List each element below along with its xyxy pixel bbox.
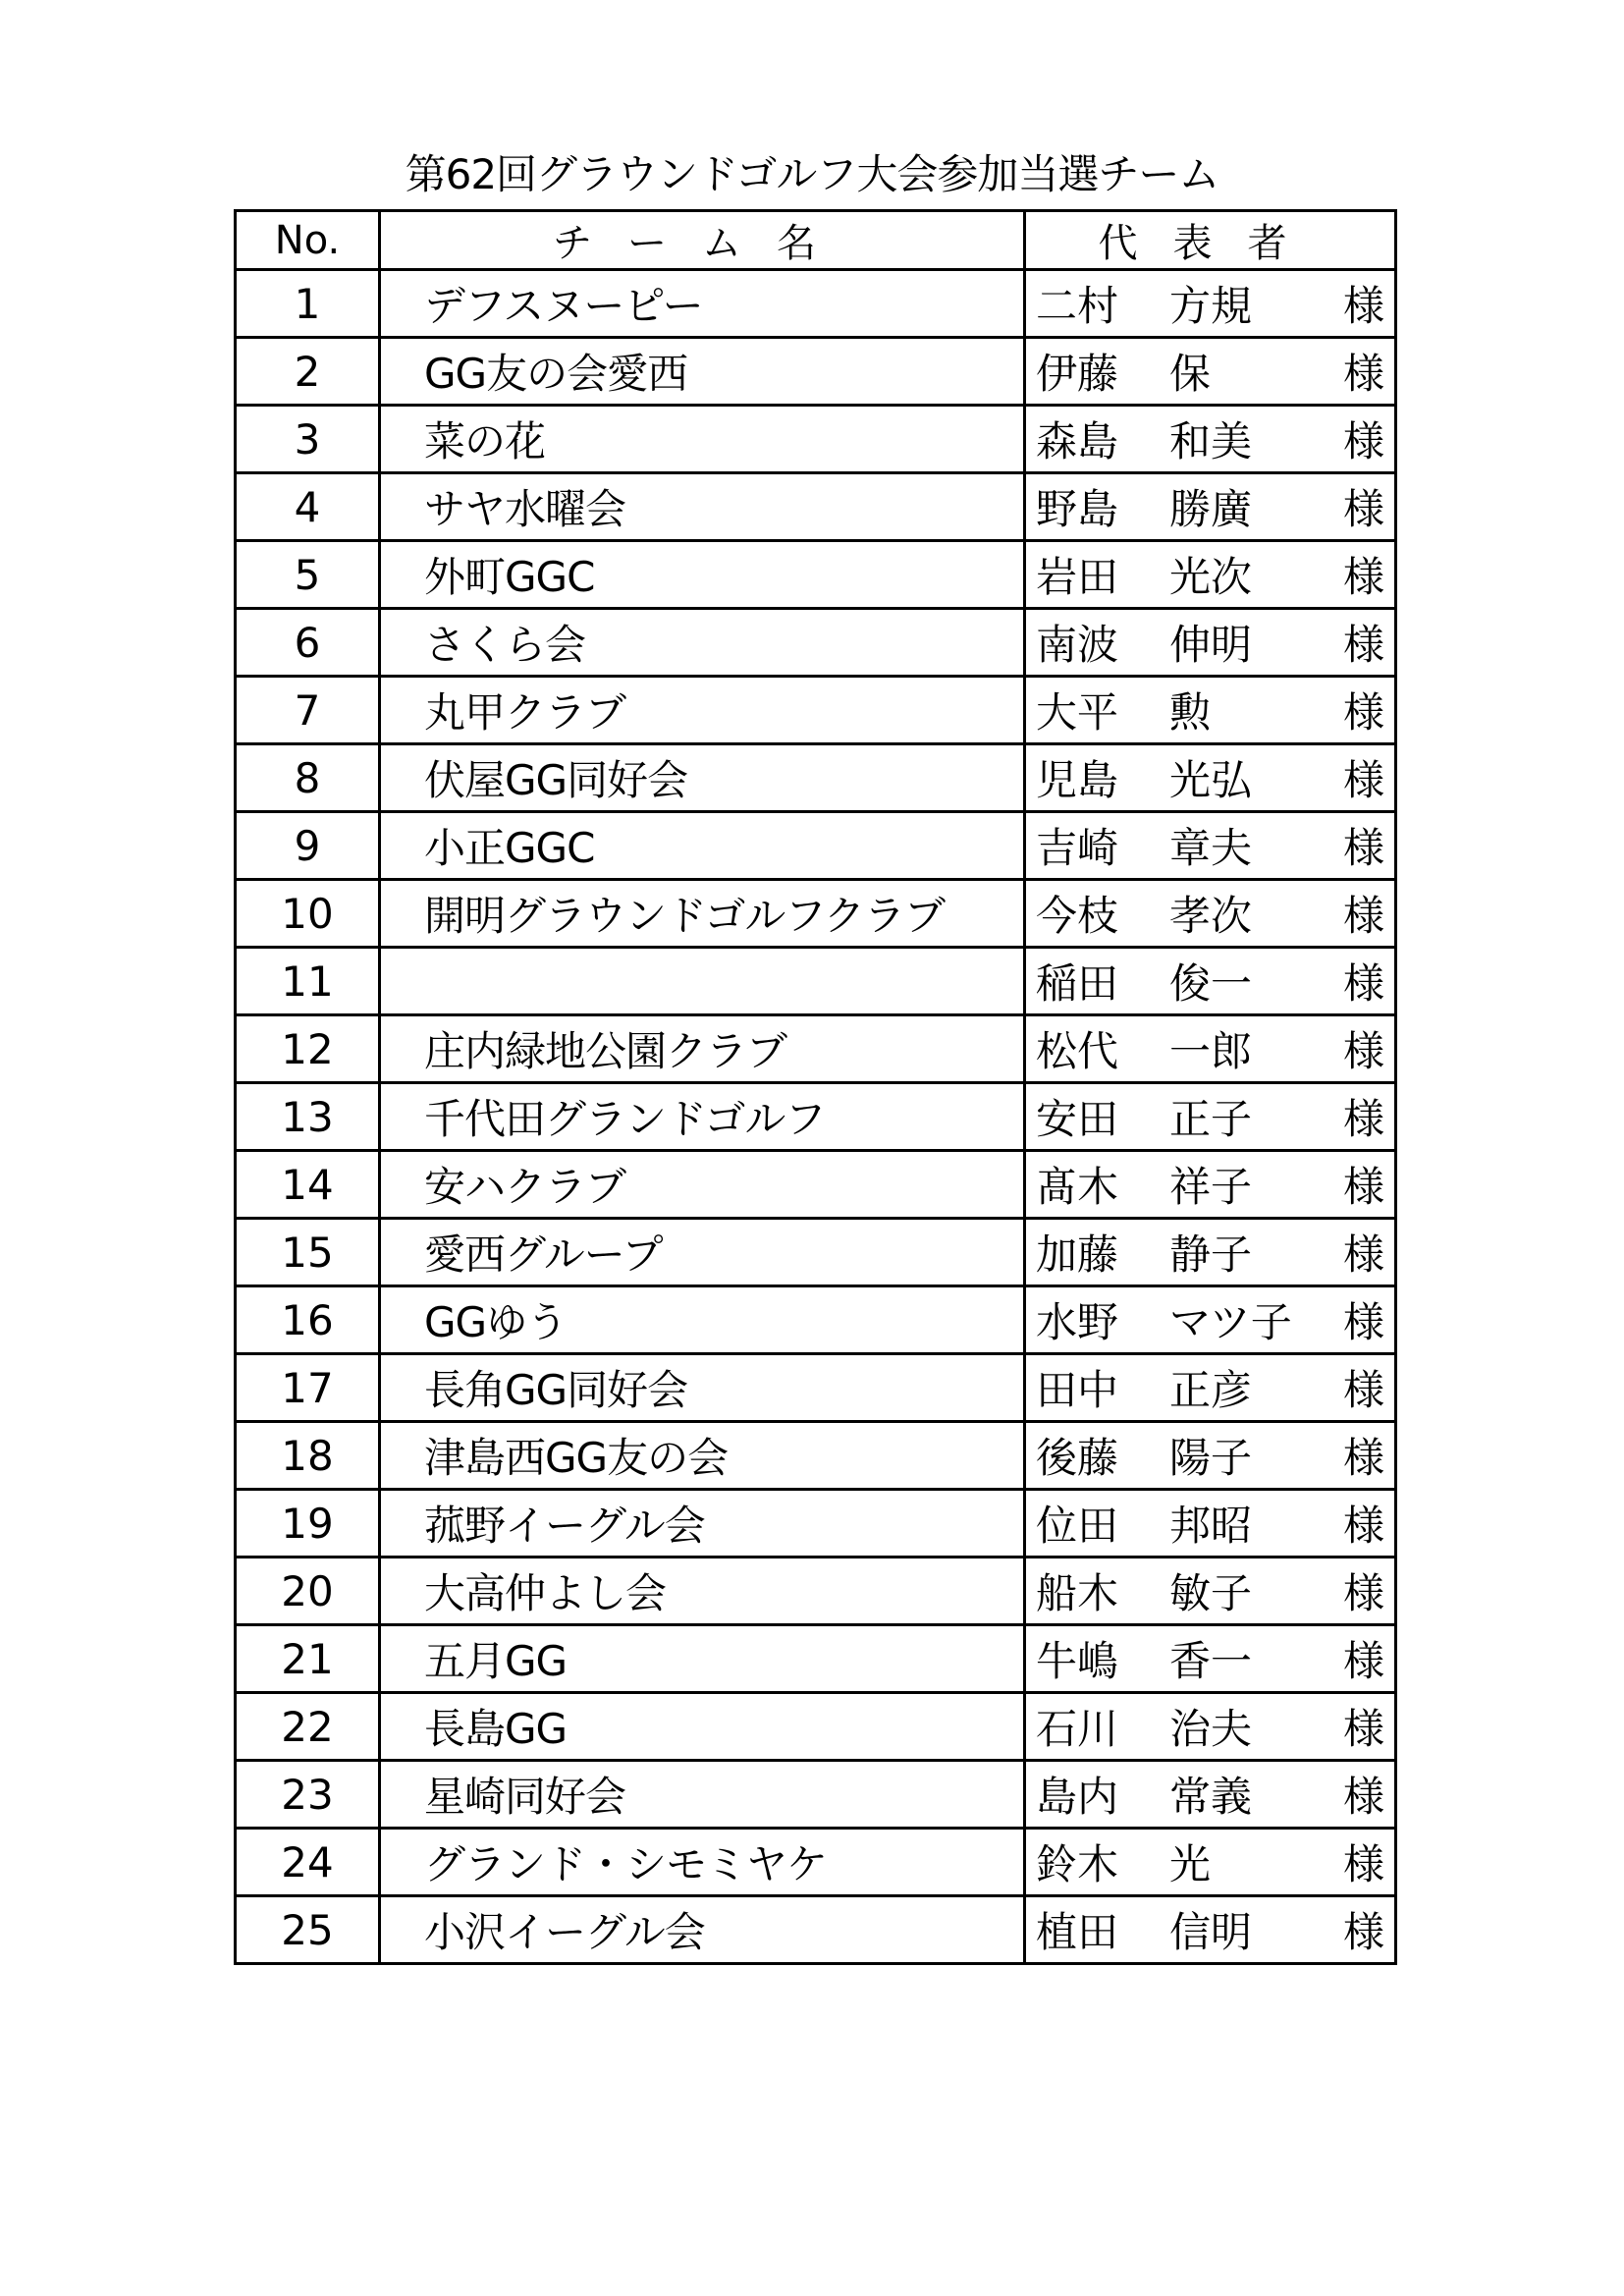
representative-name	[1036, 1358, 1384, 1417]
table-row	[236, 1558, 1396, 1625]
row-number: 3	[236, 406, 380, 473]
representative-family-name: 島内	[1036, 1773, 1119, 1821]
representative-name	[1036, 748, 1384, 807]
table-row	[236, 1286, 1396, 1354]
representative-name	[1036, 1290, 1384, 1349]
representative-name	[1036, 1697, 1384, 1756]
team-name: 長島GG	[380, 1693, 1025, 1761]
row-number: 21	[236, 1625, 380, 1693]
page-title: 第62回グラウンドゴルフ大会参加当選チーム	[405, 150, 1219, 198]
representative-family-name: 水野	[1036, 1298, 1119, 1346]
honorific: 様	[1342, 1366, 1384, 1414]
representative-family-name: 牛嶋	[1036, 1637, 1119, 1685]
representative-family-name: 吉崎	[1036, 824, 1119, 872]
representative-given-name: 静子	[1169, 1230, 1253, 1279]
representative-cell	[1025, 1015, 1396, 1083]
representative-given-name: 伸明	[1169, 621, 1253, 669]
table-row	[236, 406, 1396, 473]
representative-name	[1036, 681, 1384, 739]
row-number: 25	[236, 1896, 380, 1964]
team-name: 津島西GG友の会	[380, 1422, 1025, 1490]
representative-given-name: 信明	[1169, 1908, 1253, 1956]
representative-given-name: 常義	[1169, 1773, 1253, 1821]
representative-given-name: 正彦	[1169, 1366, 1253, 1414]
representative-cell	[1025, 270, 1396, 338]
row-number: 7	[236, 677, 380, 744]
representative-name	[1036, 816, 1384, 875]
representative-name	[1036, 1900, 1384, 1959]
row-number: 15	[236, 1219, 380, 1286]
representative-family-name: 二村	[1036, 282, 1119, 330]
representative-cell	[1025, 1490, 1396, 1558]
representative-family-name: 後藤	[1036, 1434, 1119, 1482]
table-row	[236, 338, 1396, 406]
representative-cell	[1025, 609, 1396, 677]
representative-cell	[1025, 1761, 1396, 1829]
team-name: デフスヌーピー	[380, 270, 1025, 338]
representative-name	[1036, 1087, 1384, 1146]
representative-cell	[1025, 812, 1396, 880]
header-no: No.	[236, 211, 380, 270]
representative-name	[1036, 274, 1384, 333]
representative-given-name: 保	[1169, 350, 1212, 398]
honorific: 様	[1342, 1230, 1384, 1279]
team-name: 五月GG	[380, 1625, 1025, 1693]
row-number: 9	[236, 812, 380, 880]
team-name: GG友の会愛西	[380, 338, 1025, 406]
team-name: 開明グラウンドゴルフクラブ	[380, 880, 1025, 948]
table-row	[236, 1219, 1396, 1286]
table-row	[236, 948, 1396, 1015]
row-number: 8	[236, 744, 380, 812]
representative-family-name: 今枝	[1036, 892, 1119, 940]
representative-family-name: 大平	[1036, 688, 1119, 737]
honorific: 様	[1342, 1705, 1384, 1753]
table-row	[236, 1761, 1396, 1829]
representative-name	[1036, 545, 1384, 604]
representative-name	[1036, 884, 1384, 943]
table-row	[236, 1896, 1396, 1964]
representative-name	[1036, 1561, 1384, 1620]
representative-given-name: 光次	[1169, 553, 1253, 601]
representative-family-name: 松代	[1036, 1027, 1119, 1075]
team-name: 長角GG同好会	[380, 1354, 1025, 1422]
table-row	[236, 1151, 1396, 1219]
row-number: 23	[236, 1761, 380, 1829]
team-name: さくら会	[380, 609, 1025, 677]
representative-name	[1036, 1155, 1384, 1214]
representative-family-name: 植田	[1036, 1908, 1119, 1956]
representative-cell	[1025, 1693, 1396, 1761]
table-row	[236, 473, 1396, 541]
representative-family-name: 田中	[1036, 1366, 1119, 1414]
table-row	[236, 541, 1396, 609]
representative-family-name: 南波	[1036, 621, 1119, 669]
representative-given-name: 正子	[1169, 1095, 1253, 1143]
representative-given-name: 和美	[1169, 417, 1253, 465]
honorific: 様	[1342, 959, 1384, 1008]
team-name: サヤ水曜会	[380, 473, 1025, 541]
table-row	[236, 1354, 1396, 1422]
row-number: 18	[236, 1422, 380, 1490]
team-name: 外町GGC	[380, 541, 1025, 609]
representative-family-name: 安田	[1036, 1095, 1119, 1143]
representative-given-name: 勲	[1169, 688, 1212, 737]
row-number: 6	[236, 609, 380, 677]
representative-name	[1036, 410, 1384, 468]
representative-given-name: 俊一	[1169, 959, 1253, 1008]
representative-name	[1036, 1629, 1384, 1688]
team-name: 愛西グループ	[380, 1219, 1025, 1286]
row-number: 1	[236, 270, 380, 338]
honorific: 様	[1342, 1502, 1384, 1550]
honorific: 様	[1342, 1027, 1384, 1075]
table-row	[236, 812, 1396, 880]
honorific: 様	[1342, 621, 1384, 669]
honorific: 様	[1342, 417, 1384, 465]
honorific: 様	[1342, 350, 1384, 398]
representative-family-name: 鈴木	[1036, 1840, 1119, 1888]
representative-given-name: 章夫	[1169, 824, 1253, 872]
header-team-name: チーム名	[380, 211, 1025, 270]
team-name: 千代田グランドゴルフ	[380, 1083, 1025, 1151]
representative-cell	[1025, 473, 1396, 541]
honorific: 様	[1342, 1434, 1384, 1482]
row-number: 19	[236, 1490, 380, 1558]
representative-cell	[1025, 338, 1396, 406]
row-number: 5	[236, 541, 380, 609]
team-name: GGゆう	[380, 1286, 1025, 1354]
representative-given-name: 治夫	[1169, 1705, 1253, 1753]
table-row	[236, 744, 1396, 812]
representative-name	[1036, 1019, 1384, 1078]
team-name: 大高仲よし会	[380, 1558, 1025, 1625]
representative-cell	[1025, 1151, 1396, 1219]
representative-name	[1036, 613, 1384, 672]
honorific: 様	[1342, 1569, 1384, 1617]
representative-cell	[1025, 1558, 1396, 1625]
honorific: 様	[1342, 756, 1384, 804]
row-number: 14	[236, 1151, 380, 1219]
winning-teams-table	[234, 209, 1397, 1965]
row-number: 10	[236, 880, 380, 948]
honorific: 様	[1342, 892, 1384, 940]
representative-cell	[1025, 948, 1396, 1015]
representative-given-name: 孝次	[1169, 892, 1253, 940]
representative-family-name: 森島	[1036, 417, 1119, 465]
representative-cell	[1025, 406, 1396, 473]
representative-given-name: マツ子	[1169, 1298, 1292, 1346]
table-row	[236, 609, 1396, 677]
representative-cell	[1025, 1829, 1396, 1896]
representative-cell	[1025, 1354, 1396, 1422]
representative-name	[1036, 1494, 1384, 1553]
header-representative: 代表者	[1025, 211, 1396, 270]
representative-family-name: 伊藤	[1036, 350, 1119, 398]
row-number: 12	[236, 1015, 380, 1083]
table-row	[236, 677, 1396, 744]
representative-family-name: 位田	[1036, 1502, 1119, 1550]
table-row	[236, 1083, 1396, 1151]
honorific: 様	[1342, 1840, 1384, 1888]
honorific: 様	[1342, 1298, 1384, 1346]
team-name: 丸甲クラブ	[380, 677, 1025, 744]
table-row	[236, 1693, 1396, 1761]
row-number: 4	[236, 473, 380, 541]
representative-given-name: 邦昭	[1169, 1502, 1253, 1550]
representative-family-name: 加藤	[1036, 1230, 1119, 1279]
representative-name	[1036, 1426, 1384, 1485]
table-row	[236, 270, 1396, 338]
representative-cell	[1025, 880, 1396, 948]
team-name	[380, 948, 1025, 1015]
representative-name	[1036, 477, 1384, 536]
representative-family-name: 岩田	[1036, 553, 1119, 601]
team-name: 安ハクラブ	[380, 1151, 1025, 1219]
representative-family-name: 稲田	[1036, 959, 1119, 1008]
representative-given-name: 一郎	[1169, 1027, 1253, 1075]
representative-family-name: 髙木	[1036, 1163, 1119, 1211]
team-name: 小正GGC	[380, 812, 1025, 880]
honorific: 様	[1342, 1773, 1384, 1821]
team-name: 菰野イーグル会	[380, 1490, 1025, 1558]
row-number: 20	[236, 1558, 380, 1625]
row-number: 16	[236, 1286, 380, 1354]
table-row	[236, 1015, 1396, 1083]
representative-cell	[1025, 1422, 1396, 1490]
table-row	[236, 1422, 1396, 1490]
honorific: 様	[1342, 1908, 1384, 1956]
honorific: 様	[1342, 688, 1384, 737]
representative-name	[1036, 952, 1384, 1011]
representative-name	[1036, 1832, 1384, 1891]
representative-cell	[1025, 744, 1396, 812]
representative-given-name: 香一	[1169, 1637, 1253, 1685]
table-row	[236, 1490, 1396, 1558]
representative-given-name: 光	[1169, 1840, 1212, 1888]
table-row	[236, 1625, 1396, 1693]
honorific: 様	[1342, 824, 1384, 872]
team-name: 菜の花	[380, 406, 1025, 473]
team-name: 小沢イーグル会	[380, 1896, 1025, 1964]
team-name: 庄内緑地公園クラブ	[380, 1015, 1025, 1083]
table-body	[236, 270, 1396, 1964]
representative-cell	[1025, 1625, 1396, 1693]
honorific: 様	[1342, 1163, 1384, 1211]
representative-cell	[1025, 1083, 1396, 1151]
representative-cell	[1025, 541, 1396, 609]
row-number: 17	[236, 1354, 380, 1422]
table-row	[236, 880, 1396, 948]
honorific: 様	[1342, 485, 1384, 533]
row-number: 13	[236, 1083, 380, 1151]
representative-given-name: 光弘	[1169, 756, 1253, 804]
team-name: 星崎同好会	[380, 1761, 1025, 1829]
row-number: 22	[236, 1693, 380, 1761]
team-name: 伏屋GG同好会	[380, 744, 1025, 812]
representative-given-name: 敏子	[1169, 1569, 1253, 1617]
honorific: 様	[1342, 282, 1384, 330]
representative-cell	[1025, 677, 1396, 744]
representative-family-name: 野島	[1036, 485, 1119, 533]
representative-given-name: 方規	[1169, 282, 1253, 330]
table-header-row	[236, 211, 1396, 270]
row-number: 24	[236, 1829, 380, 1896]
honorific: 様	[1342, 1637, 1384, 1685]
representative-family-name: 児島	[1036, 756, 1119, 804]
representative-family-name: 船木	[1036, 1569, 1119, 1617]
row-number: 2	[236, 338, 380, 406]
honorific: 様	[1342, 1095, 1384, 1143]
representative-given-name: 勝廣	[1169, 485, 1253, 533]
representative-cell	[1025, 1286, 1396, 1354]
representative-name	[1036, 1223, 1384, 1282]
row-number: 11	[236, 948, 380, 1015]
representative-name	[1036, 1765, 1384, 1824]
representative-cell	[1025, 1219, 1396, 1286]
representative-family-name: 石川	[1036, 1705, 1119, 1753]
table-row	[236, 1829, 1396, 1896]
honorific: 様	[1342, 553, 1384, 601]
representative-cell	[1025, 1896, 1396, 1964]
team-name: グランド・シモミヤケ	[380, 1829, 1025, 1896]
representative-given-name: 陽子	[1169, 1434, 1253, 1482]
representative-name	[1036, 342, 1384, 401]
representative-given-name: 祥子	[1169, 1163, 1253, 1211]
